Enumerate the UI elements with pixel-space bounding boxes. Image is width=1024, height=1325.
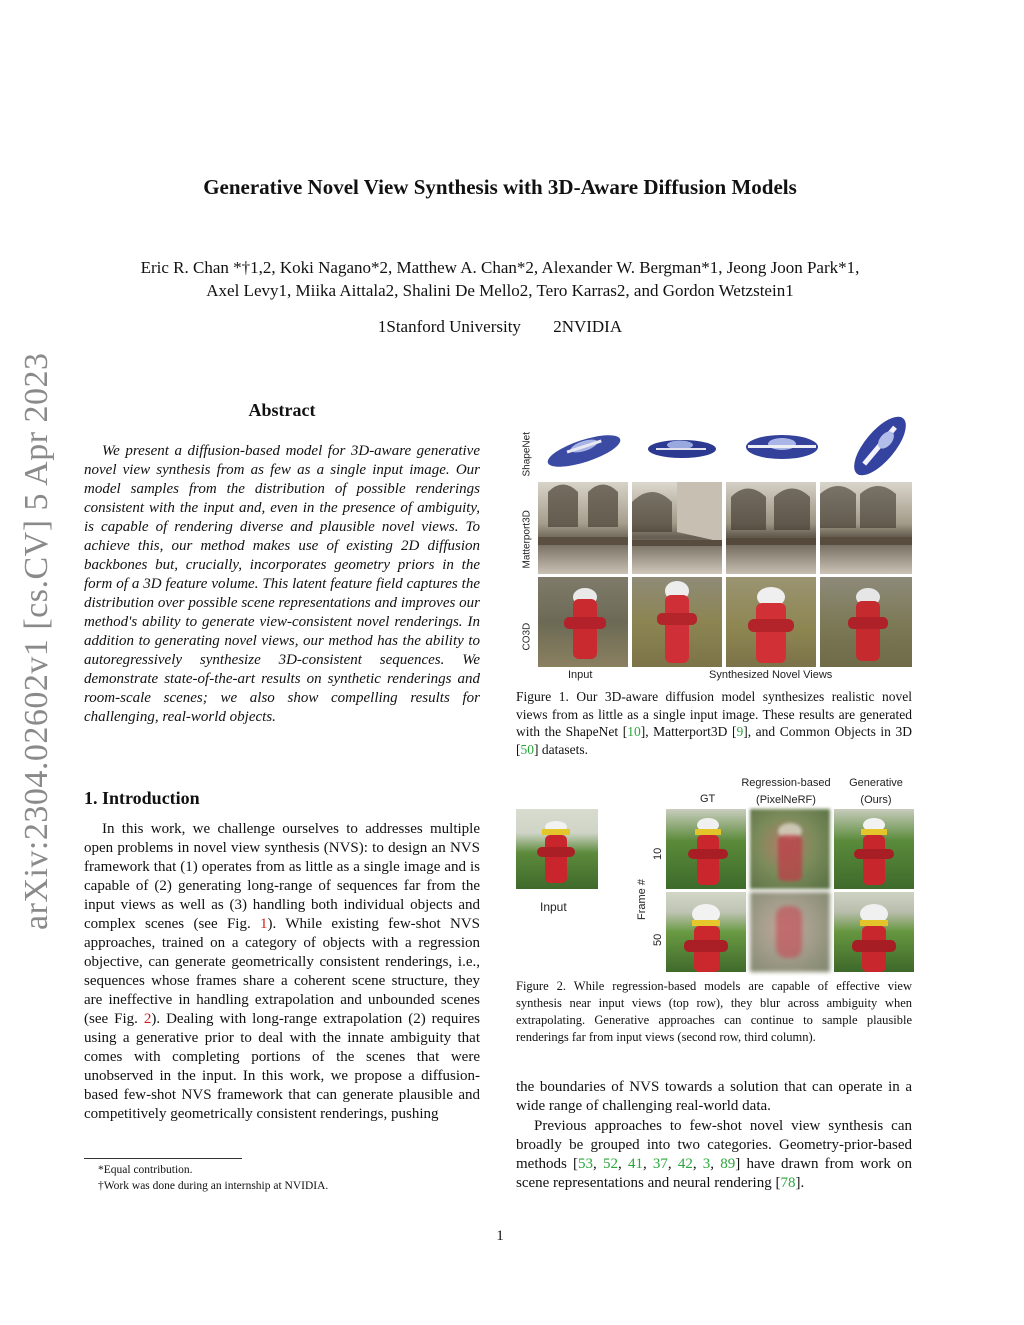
intro-text-2: ). While existing few-shot NVS approaches, trained on a category of objects with a regression objective, can generate geometrically consistent renderings, i.e., sequences whose frames share a coherent scene structure, they are ineffective in handling extrapolation and unbounded scenes (see Fig. xyxy=(84,916,480,1027)
fig2-generative-frame-50 xyxy=(834,892,914,972)
citation-9[interactable]: 9 xyxy=(736,724,744,739)
co3d-hydrant-view-1 xyxy=(632,577,722,667)
p2-text-c: ]. xyxy=(795,1175,805,1191)
fig2-label-regression xyxy=(736,775,836,809)
shapenet-car-view-2 xyxy=(736,415,828,480)
row-label-matterport3d: Matterport3D xyxy=(521,510,533,569)
authors-line-1: Eric R. Chan *†1,2, Koki Nagano*2, Matthew A. Chan*2, Alexander W. Bergman*1, Jeong Joon Park*1, xyxy=(140,258,860,277)
intro-text-1: In this work, we challenge ourselves to addresses multiple open problems in novel view synthesis (NVS): to design an NVS framework that (1) operates from as little as a single image and is capable of (2) generating long-range of sequences far from the input views as well as (3) handling both individual objects and complex scenes (see Fig. xyxy=(84,821,480,932)
fig2-label-frame: Frame # xyxy=(636,879,648,920)
fig2-label-frame-50: 50 xyxy=(652,933,664,946)
row-label-shapenet: ShapeNet xyxy=(521,432,533,477)
fig1-label-input: Input xyxy=(568,669,593,681)
introduction-paragraph xyxy=(84,820,480,1124)
fig2-generative-frame-10 xyxy=(834,809,914,889)
fig1-caption-a: Figure 1. Our 3D-aware diffusion model synthesizes realistic novel views from as little as a single input image. These results are generated with the ShapeNet [ xyxy=(516,689,912,739)
fig2-input-image xyxy=(516,809,598,889)
citation-50[interactable]: 50 xyxy=(520,741,534,757)
fig2-regression-frame-50 xyxy=(750,892,830,972)
matterport-view-2 xyxy=(726,482,816,574)
p2-text-b: ] have drawn from work on scene representations and neural rendering [ xyxy=(516,1156,913,1191)
co3d-hydrant-view-3 xyxy=(820,577,912,667)
figure-ref-2[interactable]: 2 xyxy=(143,1011,152,1027)
citation-78[interactable]: 78 xyxy=(780,1175,796,1191)
fig1-caption-b: ], Matterport3D [ xyxy=(640,724,737,739)
shapenet-car-view-3 xyxy=(834,410,926,482)
footnote-internship: †Work was done during an internship at NVIDIA. xyxy=(98,1180,329,1192)
figure-2 xyxy=(516,772,916,977)
citation-42[interactable]: 42 xyxy=(677,1156,693,1172)
figure-ref-1[interactable]: 1 xyxy=(260,916,268,932)
citation-89[interactable]: 89 xyxy=(720,1156,736,1172)
citation-37[interactable]: 37 xyxy=(652,1156,668,1172)
citation-53[interactable]: 53 xyxy=(578,1156,594,1172)
citation-41[interactable]: 41 xyxy=(627,1156,643,1172)
abstract-text: We present a diffusion-based model for 3D-aware generative novel view synthesis from as few as a single input image. Our model samples from the distribution of possible renderings consistent with the input and, even in the presence of ambiguity, is capable of rendering diverse and plausible novel views. To achieve this, our method makes use of existing 2D diffusion backbones but, crucially, incorporates geometry priors in the form of a 3D feature volume. This latent feature field captures the distribution over possible scene representations and improves our method's ability to generate view-consistent novel renderings. In addition to generating novel views, our method has the ability to autoregressively synthesize 3D-consistent sequences. We demonstrate state-of-the-art results on synthetic renderings and room-scale scenes; we also show compelling results for challenging, real-world objects. xyxy=(84,443,480,725)
paper-title: Generative Novel View Synthesis with 3D-Aware Diffusion Models xyxy=(203,175,797,199)
right-column-paragraph-2: Previous approaches to few-shot novel view synthesis can broadly be grouped into two categories. Geometry-prior-based methods [53, 52, 41, 37, 42, 3, 89] have drawn from work on scene representations and neural rendering [78]. xyxy=(516,1118,913,1191)
fig2-label-generative-1: Generative xyxy=(849,777,903,789)
fig1-label-synthesized: Synthesized Novel Views xyxy=(709,669,833,681)
intro-text-3: ). Dealing with long-range extrapolation (2) requires using a generative prior to deal with the innate ambiguity that comes with completing portions of the scenes that were unobserved in the input. In this work, we propose a diffusion-based few-shot NVS framework that can generate plausible and competitively geometrically consistent renderings, pushing xyxy=(84,1011,480,1122)
authors-line-2: Axel Levy1, Miika Aittala2, Shalini De Mello2, Tero Karras2, and Gordon Wetzstein1 xyxy=(206,281,794,300)
fig2-gt-frame-50 xyxy=(666,892,746,972)
p2-text-a: Previous approaches to few-shot novel view synthesis can broadly be grouped into two categories. Geometry-prior-based methods [ xyxy=(516,1118,912,1172)
figure-1-caption xyxy=(516,688,912,758)
fig2-label-input: Input xyxy=(540,900,567,914)
fig1-caption-c: ], and Common Objects in 3D [ xyxy=(516,724,912,757)
affiliations xyxy=(0,317,1000,337)
fig2-label-generative xyxy=(836,775,916,809)
figure-1 xyxy=(516,410,916,685)
citation-52[interactable]: 52 xyxy=(602,1156,618,1172)
shapenet-car-input xyxy=(538,415,630,480)
arxiv-stamp: arXiv:2304.02602v1 [cs.CV] 5 Apr 2023 xyxy=(18,352,55,930)
matterport-view-3 xyxy=(820,482,912,574)
citation-10[interactable]: 10 xyxy=(627,724,641,739)
co3d-hydrant-view-2 xyxy=(726,577,816,667)
page-number: 1 xyxy=(496,1228,504,1244)
matterport-view-1 xyxy=(632,482,722,574)
co3d-hydrant-input xyxy=(538,577,628,667)
shapenet-car-view-1 xyxy=(636,415,728,480)
fig2-label-regression-1: Regression-based xyxy=(741,777,831,789)
fig2-label-regression-2: (PixelNeRF) xyxy=(756,794,816,806)
fig2-label-generative-2: (Ours) xyxy=(860,794,892,806)
author-list xyxy=(0,256,1000,302)
figure-2-caption: Figure 2. While regression-based models are capable of effective view synthesis near input views (top row), they blur across ambiguity when extrapolating. Generative approaches can continue to sample plausible renderings far from input views (second row, third column). xyxy=(516,979,912,1044)
footnote-equal-contribution: *Equal contribution. xyxy=(98,1164,193,1176)
right-column-paragraph-1: the boundaries of NVS towards a solution that can operate in a wide range of challenging real-world data. xyxy=(516,1079,912,1114)
matterport-input xyxy=(538,482,628,574)
fig2-regression-frame-10 xyxy=(750,809,830,889)
fig2-gt-frame-10 xyxy=(666,809,746,889)
fig1-caption-d: ] datasets. xyxy=(534,741,588,757)
fig2-label-gt: GT xyxy=(700,793,716,805)
fig2-label-frame-10: 10 xyxy=(652,847,664,860)
affiliation-nvidia: 2NVIDIA xyxy=(553,317,623,336)
section-heading-introduction: 1. Introduction xyxy=(84,788,200,808)
footnote-rule xyxy=(84,1158,242,1159)
abstract-heading: Abstract xyxy=(248,400,316,420)
row-label-co3d: CO3D xyxy=(521,622,533,651)
citation-3[interactable]: 3 xyxy=(702,1156,711,1172)
affiliation-stanford: 1Stanford University xyxy=(377,317,521,336)
